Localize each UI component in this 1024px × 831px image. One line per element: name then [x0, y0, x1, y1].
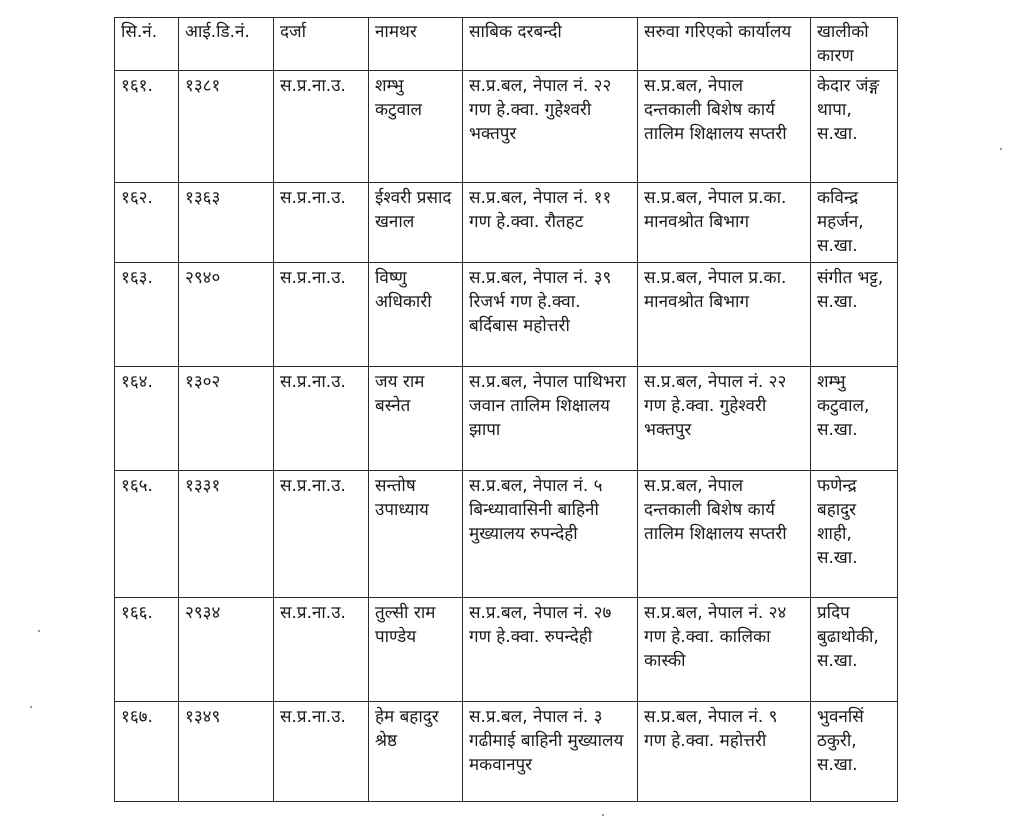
previous-post-cell: स.प्र.बल, नेपाल नं. २२ गण हे.क्वा. गुहेश्वरी भक्तपुर: [463, 71, 638, 183]
rank-cell: स.प्र.ना.उ.: [274, 598, 369, 702]
table-row: [115, 471, 898, 598]
table-row: [115, 263, 898, 367]
name-cell: हेम बहादुर श्रेष्ठ: [369, 702, 463, 802]
name-cell: तुल्सी राम पाण्डेय: [369, 598, 463, 702]
name-cell: शम्भु कटुवाल: [369, 71, 463, 183]
serial-cell: १६१.: [115, 71, 179, 183]
transferred-office-cell: स.प्र.बल, नेपाल प्र.का. मानवश्रोत बिभाग: [638, 183, 811, 263]
serial-cell: १६२.: [115, 183, 179, 263]
previous-post-cell: स.प्र.बल, नेपाल पाथिभरा जवान तालिम शिक्षालय झापा: [463, 367, 638, 471]
header-transferred-office: सरुवा गरिएको कार्यालय: [638, 18, 811, 71]
serial-cell: १६३.: [115, 263, 179, 367]
serial-cell: १६४.: [115, 367, 179, 471]
header-row: [115, 18, 898, 71]
transferred-office-cell: स.प्र.बल, नेपाल दन्तकाली बिशेष कार्य तालिम शिक्षालय सप्तरी: [638, 471, 811, 598]
rank-cell: स.प्र.ना.उ.: [274, 471, 369, 598]
id-cell: १३०२: [179, 367, 274, 471]
table-header: [115, 18, 898, 71]
header-serial: सि.नं.: [115, 18, 179, 71]
vacancy-reason-cell: प्रदिप बुढाथोकी, स.खा.: [811, 598, 898, 702]
scan-speck: [30, 706, 32, 708]
rank-cell: स.प्र.ना.उ.: [274, 183, 369, 263]
transferred-office-cell: स.प्र.बल, नेपाल नं. ९ गण हे.क्वा. महोत्तरी: [638, 702, 811, 802]
previous-post-cell: स.प्र.बल, नेपाल नं. ५ बिन्ध्यावासिनी बाहिनी मुख्यालय रुपन्देही: [463, 471, 638, 598]
vacancy-reason-cell: शम्भु कटुवाल, स.खा.: [811, 367, 898, 471]
rank-cell: स.प्र.ना.उ.: [274, 263, 369, 367]
header-rank: दर्जा: [274, 18, 369, 71]
transferred-office-cell: स.प्र.बल, नेपाल प्र.का. मानवश्रोत बिभाग: [638, 263, 811, 367]
table-row: [115, 367, 898, 471]
id-cell: १३८१: [179, 71, 274, 183]
id-cell: २९४०: [179, 263, 274, 367]
rank-cell: स.प्र.ना.उ.: [274, 702, 369, 802]
table-row: [115, 71, 898, 183]
header-name: नामथर: [369, 18, 463, 71]
scan-speck: [1000, 148, 1002, 150]
serial-cell: १६६.: [115, 598, 179, 702]
previous-post-cell: स.प्र.बल, नेपाल नं. २७ गण हे.क्वा. रुपन्देही: [463, 598, 638, 702]
transferred-office-cell: स.प्र.बल, नेपाल नं. २२ गण हे.क्वा. गुहेश्वरी भक्तपुर: [638, 367, 811, 471]
scan-speck: [38, 630, 40, 632]
name-cell: सन्तोष उपाध्याय: [369, 471, 463, 598]
transferred-office-cell: स.प्र.बल, नेपाल दन्तकाली बिशेष कार्य तालिम शिक्षालय सप्तरी: [638, 71, 811, 183]
name-cell: जय राम बस्नेत: [369, 367, 463, 471]
vacancy-reason-cell: भुवनसिं ठकुरी, स.खा.: [811, 702, 898, 802]
header-id: आई.डि.नं.: [179, 18, 274, 71]
table-body: [115, 71, 898, 802]
scan-speck: [602, 814, 604, 816]
rank-cell: स.प्र.ना.उ.: [274, 71, 369, 183]
header-vacancy-reason: खालीको कारण: [811, 18, 898, 71]
transfer-table: [114, 17, 898, 802]
vacancy-reason-cell: संगीत भट्ट, स.खा.: [811, 263, 898, 367]
vacancy-reason-cell: कविन्द्र महर्जन, स.खा.: [811, 183, 898, 263]
name-cell: ईश्वरी प्रसाद खनाल: [369, 183, 463, 263]
id-cell: १३३१: [179, 471, 274, 598]
id-cell: १३४९: [179, 702, 274, 802]
previous-post-cell: स.प्र.बल, नेपाल नं. ३ गढीमाई बाहिनी मुख्यालय मकवानपुर: [463, 702, 638, 802]
vacancy-reason-cell: फणेन्द्र बहादुर शाही, स.खा.: [811, 471, 898, 598]
table-row: [115, 702, 898, 802]
serial-cell: १६७.: [115, 702, 179, 802]
header-previous-post: साबिक दरबन्दी: [463, 18, 638, 71]
serial-cell: १६५.: [115, 471, 179, 598]
id-cell: २९३४: [179, 598, 274, 702]
id-cell: १३६३: [179, 183, 274, 263]
table-row: [115, 598, 898, 702]
vacancy-reason-cell: केदार जंङ्ग थापा, स.खा.: [811, 71, 898, 183]
table-row: [115, 183, 898, 263]
rank-cell: स.प्र.ना.उ.: [274, 367, 369, 471]
previous-post-cell: स.प्र.बल, नेपाल नं. ११ गण हे.क्वा. रौतहट: [463, 183, 638, 263]
previous-post-cell: स.प्र.बल, नेपाल नं. ३९ रिजर्भ गण हे.क्वा. बर्दिबास महोत्तरी: [463, 263, 638, 367]
transferred-office-cell: स.प्र.बल, नेपाल नं. २४ गण हे.क्वा. कालिका कास्की: [638, 598, 811, 702]
name-cell: विष्णु अधिकारी: [369, 263, 463, 367]
